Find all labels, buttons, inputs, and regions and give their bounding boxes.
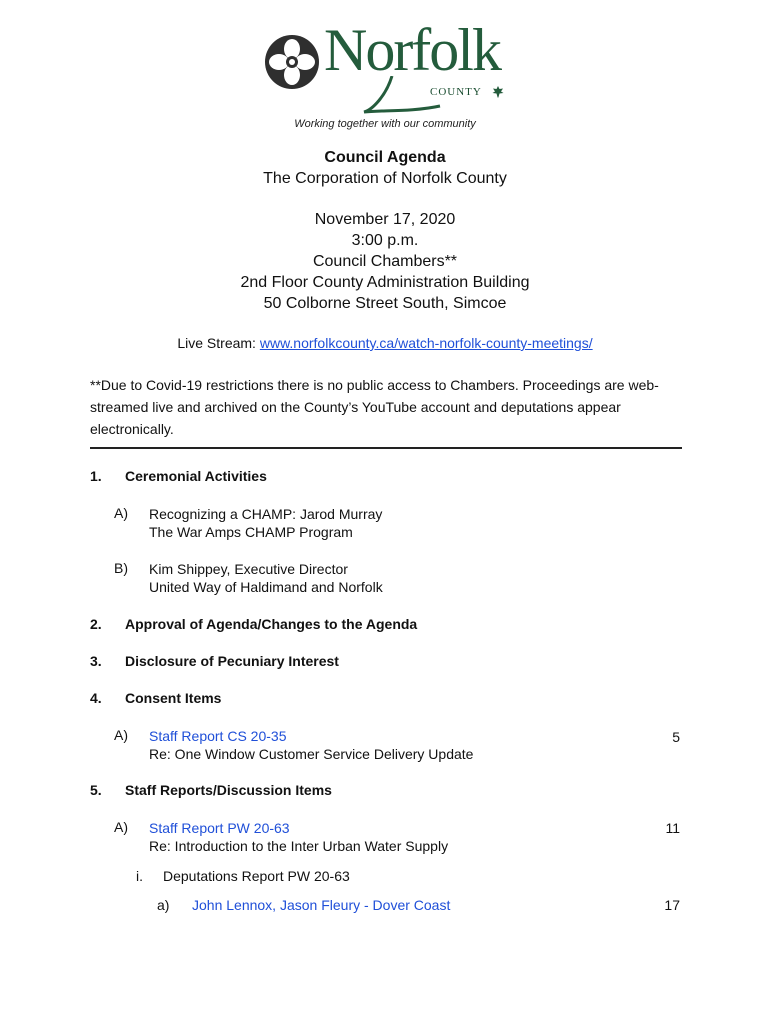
live-stream-label: Live Stream: bbox=[177, 335, 260, 351]
logo-county-text: COUNTY bbox=[430, 86, 482, 98]
covid-notice: **Due to Covid-19 restrictions there is no public access to Chambers. Proceedings are web-streamed live and archived on the County’s YouTube account and deputations appear electronically. bbox=[90, 377, 659, 437]
flower-emblem-icon bbox=[264, 34, 320, 90]
item-5a-i-a-page: 17 bbox=[664, 897, 680, 913]
section-2-title: Approval of Agenda/Changes to the Agenda bbox=[125, 616, 418, 632]
tagline: Working together with our community bbox=[294, 118, 476, 130]
item-5a-i-a-letter: a) bbox=[157, 897, 170, 913]
item-5a-letter: A) bbox=[114, 819, 128, 835]
section-5-number: 5. bbox=[90, 782, 102, 798]
item-1a-letter: A) bbox=[114, 505, 128, 521]
section-1-title: Ceremonial Activities bbox=[125, 468, 267, 484]
divider bbox=[90, 447, 682, 449]
item-1a-line1: Recognizing a CHAMP: Jarod Murray bbox=[149, 506, 383, 522]
item-1b-letter: B) bbox=[114, 560, 128, 576]
meeting-date: November 17, 2020 bbox=[314, 211, 456, 228]
item-5a-i-numeral: i. bbox=[136, 868, 143, 884]
live-stream-link[interactable]: www.norfolkcounty.ca/watch-norfolk-county-meetings/ bbox=[259, 335, 593, 351]
section-5-title: Staff Reports/Discussion Items bbox=[125, 782, 332, 798]
agenda-title: Council Agenda bbox=[324, 149, 446, 166]
item-5a-report-link[interactable]: Staff Report PW 20-63 bbox=[149, 820, 290, 836]
item-5a-page: 11 bbox=[665, 820, 680, 836]
meeting-time: 3:00 p.m. bbox=[351, 232, 419, 249]
item-4a-report-link[interactable]: Staff Report CS 20-35 bbox=[149, 728, 287, 744]
section-3-title: Disclosure of Pecuniary Interest bbox=[125, 653, 339, 669]
section-2-number: 2. bbox=[90, 616, 102, 632]
meeting-location: Council Chambers** bbox=[312, 253, 458, 270]
item-5a-i-text: Deputations Report PW 20-63 bbox=[163, 868, 350, 884]
item-4a-re: Re: One Window Customer Service Delivery Update bbox=[149, 746, 474, 762]
item-1b-line1: Kim Shippey, Executive Director bbox=[149, 561, 348, 577]
norfolk-county-logo bbox=[262, 17, 502, 120]
item-5a-i-a-deputation-link[interactable]: John Lennox, Jason Fleury - Dover Coast bbox=[192, 897, 451, 913]
corporation-name: The Corporation of Norfolk County bbox=[263, 170, 507, 187]
item-4a-page: 5 bbox=[672, 729, 680, 745]
meeting-building: 2nd Floor County Administration Building bbox=[240, 274, 530, 291]
logo-wordmark: Norfolk bbox=[324, 17, 500, 83]
live-stream-line bbox=[0, 335, 770, 351]
section-3-number: 3. bbox=[90, 653, 102, 669]
item-1b-line2: United Way of Haldimand and Norfolk bbox=[149, 579, 383, 595]
section-1-number: 1. bbox=[90, 468, 102, 484]
meeting-address: 50 Colborne Street South, Simcoe bbox=[263, 295, 507, 312]
item-1a-line2: The War Amps CHAMP Program bbox=[149, 524, 353, 540]
item-4a-letter: A) bbox=[114, 727, 128, 743]
section-4-number: 4. bbox=[90, 690, 102, 706]
maple-leaf-icon bbox=[492, 86, 504, 98]
item-5a-re: Re: Introduction to the Inter Urban Water Supply bbox=[149, 838, 449, 854]
section-4-title: Consent Items bbox=[125, 690, 222, 706]
